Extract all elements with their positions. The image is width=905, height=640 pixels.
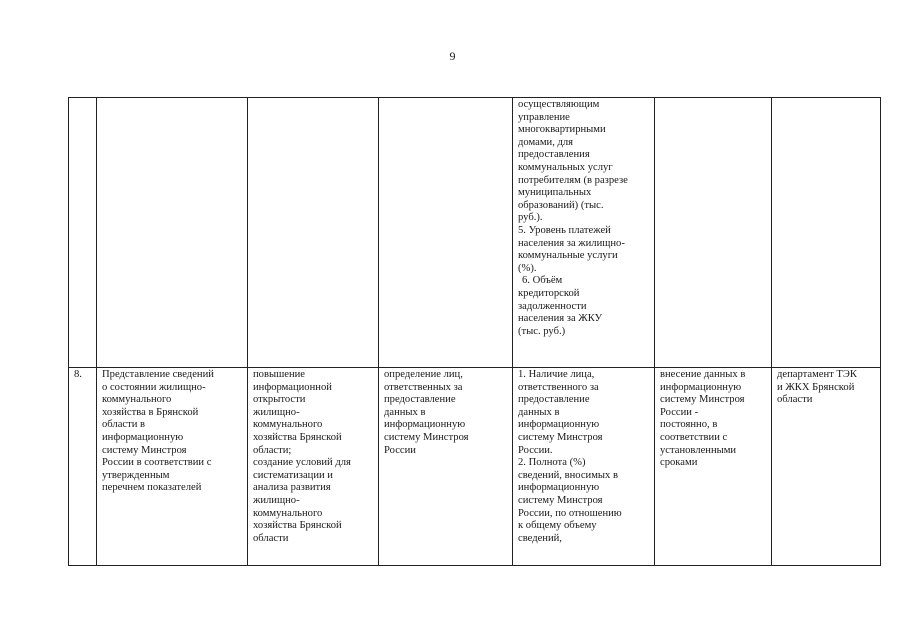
cell-line: открытости bbox=[253, 394, 306, 406]
cell-line: данных в bbox=[518, 406, 560, 418]
cell-line: создание условий для bbox=[253, 457, 351, 469]
cell-line: области bbox=[253, 532, 289, 544]
cell-line: коммунальные услуги bbox=[518, 250, 618, 262]
cell-line: информационной bbox=[253, 381, 332, 393]
cell-line: России bbox=[384, 444, 416, 456]
cell-line: области; bbox=[253, 444, 292, 456]
cell-line: осуществляющим bbox=[518, 99, 600, 110]
cell-line: и ЖКХ Брянской bbox=[777, 381, 855, 393]
cell-line: задолженности bbox=[518, 300, 587, 312]
cell-line: информационную bbox=[518, 419, 600, 431]
cell-line: России в соответствии с bbox=[102, 457, 212, 469]
cell-line: (%). bbox=[518, 262, 537, 274]
cell-terms bbox=[655, 98, 772, 368]
cell-line: хозяйства Брянской bbox=[253, 431, 342, 443]
cell-line: России, по отношению bbox=[518, 507, 622, 519]
cell-line: области bbox=[777, 394, 813, 406]
cell-line: предоставление bbox=[518, 394, 590, 406]
cell-goal bbox=[248, 368, 379, 566]
cell-line: предоставление bbox=[384, 394, 456, 406]
cell-indicators bbox=[513, 368, 655, 566]
table-row bbox=[69, 98, 881, 368]
cell-measures bbox=[379, 368, 513, 566]
cell-name bbox=[97, 368, 248, 566]
cell-line: информационную bbox=[384, 419, 466, 431]
cell-line: хозяйства Брянской bbox=[253, 520, 342, 532]
cell-line: систематизации и bbox=[253, 469, 333, 481]
cell-line: 1. Наличие лица, bbox=[518, 369, 595, 380]
cell-line: систему Минстроя bbox=[384, 431, 469, 443]
cell-line: России. bbox=[518, 444, 553, 456]
cell-line: Представление сведений bbox=[102, 369, 214, 380]
cell-line: перечнем показателей bbox=[102, 482, 202, 494]
cell-line: информационную bbox=[102, 431, 184, 443]
cell-line: России - bbox=[660, 406, 699, 418]
cell-line: внесение данных в bbox=[660, 369, 746, 380]
cell-line: систему Минстроя bbox=[518, 431, 603, 443]
program-table bbox=[68, 97, 881, 566]
cell-line: кредиторской bbox=[518, 287, 580, 299]
cell-line: информационную bbox=[518, 482, 600, 494]
cell-line: анализа развития bbox=[253, 482, 331, 494]
cell-number: 8. bbox=[69, 368, 97, 566]
cell-line: систему Минстроя bbox=[518, 494, 603, 506]
cell-line: населения за ЖКУ bbox=[518, 313, 603, 325]
cell-line: данных в bbox=[384, 406, 426, 418]
cell-line: 5. Уровень платежей bbox=[518, 224, 611, 236]
cell-line: потребителям (в разрезе bbox=[518, 174, 628, 186]
cell-line: коммунального bbox=[102, 394, 172, 406]
cell-line: хозяйства в Брянской bbox=[102, 406, 199, 418]
cell-line: области в bbox=[102, 419, 146, 431]
cell-line: образований) (тыс. bbox=[518, 199, 604, 211]
cell-line: информационную bbox=[660, 381, 742, 393]
cell-name bbox=[97, 98, 248, 368]
table-row bbox=[69, 368, 881, 566]
cell-line: жилищно- bbox=[253, 406, 300, 418]
cell-line: ответственного за bbox=[518, 381, 599, 393]
page-number: 9 bbox=[449, 49, 456, 63]
cell-goal bbox=[248, 98, 379, 368]
cell-line: установленными bbox=[660, 444, 737, 456]
cell-line: населения за жилищно- bbox=[518, 237, 625, 249]
cell-line: соответствии с bbox=[660, 431, 728, 443]
cell-line: систему Минстроя bbox=[660, 394, 745, 406]
cell-measures bbox=[379, 98, 513, 368]
cell-line: коммунального bbox=[253, 507, 323, 519]
cell-line: 2. Полнота (%) bbox=[518, 457, 586, 469]
cell-line: домами, для bbox=[518, 136, 574, 148]
cell-line: 6. Объём bbox=[522, 275, 563, 287]
cell-number bbox=[69, 98, 97, 368]
cell-line: ответственных за bbox=[384, 381, 463, 393]
cell-responsible bbox=[772, 98, 881, 368]
cell-line: предоставления bbox=[518, 149, 590, 161]
cell-line: муниципальных bbox=[518, 187, 592, 199]
cell-line: сроками bbox=[660, 457, 698, 469]
cell-responsible bbox=[772, 368, 881, 566]
cell-line: сведений, вносимых в bbox=[518, 469, 618, 481]
cell-line: жилищно- bbox=[253, 494, 300, 506]
cell-line: определение лиц, bbox=[384, 369, 463, 380]
cell-line: повышение bbox=[253, 369, 305, 380]
cell-line: многоквартирными bbox=[518, 124, 606, 136]
cell-line: сведений, bbox=[518, 532, 562, 544]
cell-line: систему Минстроя bbox=[102, 444, 187, 456]
cell-line: о состоянии жилищно- bbox=[102, 381, 206, 393]
cell-line: руб.). bbox=[518, 212, 543, 224]
cell-line: к общему объему bbox=[518, 520, 597, 532]
cell-line: утвержденным bbox=[102, 469, 170, 481]
cell-line: управление bbox=[518, 111, 570, 123]
cell-line: постоянно, в bbox=[660, 419, 718, 431]
cell-terms bbox=[655, 368, 772, 566]
cell-line: коммунальных услуг bbox=[518, 161, 613, 173]
cell-line: (тыс. руб.) bbox=[518, 325, 566, 337]
cell-line: коммунального bbox=[253, 419, 323, 431]
cell-indicators bbox=[513, 98, 655, 368]
cell-line: департамент ТЭК bbox=[777, 369, 857, 380]
